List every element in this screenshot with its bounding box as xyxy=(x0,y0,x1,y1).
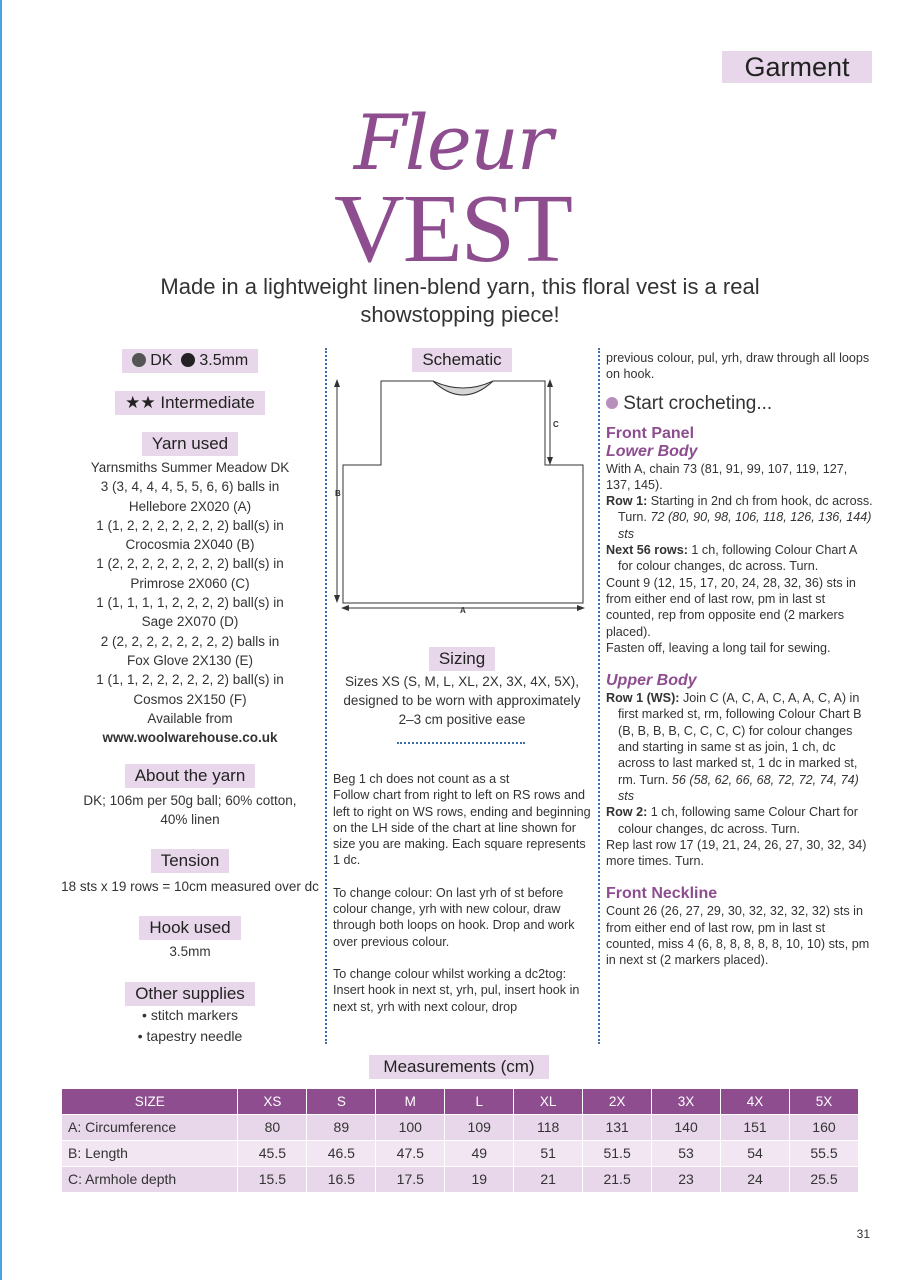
yarn-ball-icon xyxy=(132,353,146,367)
arrow-up-icon xyxy=(547,379,553,387)
yarn-line: 1 (1, 1, 1, 1, 2, 2, 2, 2) ball(s) in xyxy=(96,595,284,611)
other-supplies-heading-row xyxy=(55,982,325,1006)
row1-instruction xyxy=(606,493,874,542)
supplier-link[interactable]: www.woolwarehouse.co.uk xyxy=(102,730,278,746)
upper-row1-count: 56 (58, 62, 66, 68, 72, 72, 74, 74) sts xyxy=(618,772,859,803)
table-row xyxy=(62,1166,859,1192)
row1-label: Row 1: xyxy=(606,494,648,509)
schematic-heading: Schematic xyxy=(412,348,511,372)
sizing-text xyxy=(327,672,597,729)
label-c: C xyxy=(553,420,559,429)
next56-instruction xyxy=(606,542,874,575)
note-paragraph: Follow chart from right to left on RS rows and left to right on WS rows, ending and beginning on the LH side of the chart at line shown for size you are making. Each square represents 1 dc. xyxy=(333,788,591,868)
garment-outline xyxy=(343,381,583,603)
yarn-line: 3 (3, 4, 4, 4, 5, 5, 6, 6) balls in xyxy=(100,479,280,495)
section-tag: Garment xyxy=(722,51,872,83)
upper-row1-label: Row 1 (WS): xyxy=(606,691,680,706)
sizing-divider xyxy=(397,742,525,744)
other-supplies-heading: Other supplies xyxy=(125,982,255,1006)
count-instruction: Count 9 (12, 15, 17, 20, 24, 28, 32, 36) sts in from either end of last row, pm in last st counted, rep from opposite end (2 markers placed). xyxy=(606,575,856,639)
upper-row2-label: Row 2: xyxy=(606,805,648,820)
table-cell: 53 xyxy=(652,1140,721,1166)
sizing-heading-row xyxy=(333,647,591,671)
label-b: B xyxy=(335,489,341,498)
yarn-weight-badge-row xyxy=(55,349,325,373)
hook-size-label: 3.5mm xyxy=(199,352,249,369)
table-row xyxy=(62,1114,859,1140)
sizing-heading: Sizing xyxy=(429,647,495,671)
supply-item: • tapestry needle xyxy=(137,1028,243,1044)
table-cell: 140 xyxy=(652,1114,721,1140)
table-row xyxy=(62,1140,859,1166)
title-fleur: Fleur xyxy=(353,98,552,187)
lower-body-intro: With A, chain 73 (81, 91, 99, 107, 119, 127, 137, 145). xyxy=(606,461,848,492)
yarn-line: Yarnsmiths Summer Meadow DK xyxy=(90,460,290,475)
sizing-line: designed to be worn with approximately xyxy=(343,693,581,708)
yarn-used-list xyxy=(55,458,325,747)
skill-level-label: Intermediate xyxy=(160,393,255,412)
table-cell: 23 xyxy=(652,1166,721,1192)
next56-label: Next 56 rows: xyxy=(606,543,688,558)
yarn-line: Available from xyxy=(147,710,233,726)
start-heading: Start crocheting... xyxy=(623,392,773,414)
tension-text: 18 sts x 19 rows = 10cm measured over dc xyxy=(61,879,319,894)
lower-body-heading: Lower Body xyxy=(606,442,698,460)
yarn-line: 2 (2, 2, 2, 2, 2, 2, 2, 2) balls in xyxy=(100,633,280,649)
skill-badge-row xyxy=(55,391,325,415)
note-paragraph: To change colour whilst working a dc2tog: Insert hook in next st, yrh, pul, insert hook in next st, yrh with next colour, drop xyxy=(333,966,580,1014)
table-cell: 54 xyxy=(721,1140,790,1166)
about-yarn-text xyxy=(55,791,325,830)
label-a: A xyxy=(460,606,466,615)
table-cell: 151 xyxy=(721,1114,790,1140)
arrow-down-icon xyxy=(547,457,553,465)
page-number: 31 xyxy=(856,1227,870,1241)
arrow-right-icon xyxy=(577,605,585,611)
table-cell: 24 xyxy=(721,1166,790,1192)
yarn-line: Sage 2X070 (D) xyxy=(141,614,239,630)
note-paragraph: Beg 1 ch does not count as a st xyxy=(333,772,510,786)
table-header-cell: 2X xyxy=(583,1089,652,1114)
yarn-line: Hellebore 2X020 (A) xyxy=(128,498,252,514)
about-yarn-line: DK; 106m per 50g ball; 60% cotton, xyxy=(83,793,297,808)
upper-row1-text: Join C (A, C, A, C, A, A, C, A) in first marked st, rm, following Colour Chart B (B, B, B, B, C, C, C, C) for colour changes and starting in same st as join, 1 ch, dc across to last marked st, 1 dc in marked st, rm. Turn. xyxy=(618,691,862,787)
yarn-line: Primrose 2X060 (C) xyxy=(130,575,250,591)
table-cell: 51 xyxy=(514,1140,583,1166)
table-header-cell: SIZE xyxy=(62,1089,238,1114)
table-cell: 25.5 xyxy=(789,1166,858,1192)
arrow-left-icon xyxy=(341,605,349,611)
table-header-cell: XL xyxy=(514,1089,583,1114)
arrow-down-icon xyxy=(334,595,340,603)
table-cell: 109 xyxy=(445,1114,514,1140)
table-header-cell: 3X xyxy=(652,1089,721,1114)
table-cell: 49 xyxy=(445,1140,514,1166)
table-header-cell: M xyxy=(376,1089,445,1114)
hook-used-heading-row xyxy=(55,916,325,940)
table-header-cell: 5X xyxy=(789,1089,858,1114)
yarn-used-heading: Yarn used xyxy=(142,432,238,456)
table-header-cell: S xyxy=(307,1089,376,1114)
table-cell: 15.5 xyxy=(238,1166,307,1192)
about-yarn-heading: About the yarn xyxy=(125,764,256,788)
star-icon: ★★ xyxy=(125,393,156,412)
table-cell: 17.5 xyxy=(376,1166,445,1192)
yarn-weight-label: DK xyxy=(150,352,173,369)
table-header-cell: XS xyxy=(238,1089,307,1114)
row1-text: Starting in 2nd ch from hook, dc across. Turn. xyxy=(618,494,873,525)
yarn-line: 1 (1, 2, 2, 2, 2, 2, 2, 2) ball(s) in xyxy=(96,517,284,533)
table-header-row xyxy=(62,1089,859,1114)
table-cell: 100 xyxy=(376,1114,445,1140)
front-panel-heading: Front Panel xyxy=(606,424,695,442)
yarn-used-heading-row xyxy=(55,432,325,456)
about-yarn-heading-row xyxy=(55,764,325,788)
table-cell: C: Armhole depth xyxy=(62,1166,238,1192)
neckline-instruction: Count 26 (26, 27, 29, 30, 32, 32, 32, 32) sts in from either end of last row, pm in last st counted, miss 4 (6, 8, 8, 8, 8, 8, 10, 10) sts, pm in next st (2 markers placed). xyxy=(606,904,870,968)
table-cell: 51.5 xyxy=(583,1140,652,1166)
table-cell: 55.5 xyxy=(789,1140,858,1166)
yarn-line: Fox Glove 2X130 (E) xyxy=(126,652,254,668)
table-header-cell: 4X xyxy=(721,1089,790,1114)
upper-row1-instruction xyxy=(606,690,874,804)
measurements-table xyxy=(62,1089,859,1192)
tension-heading-row xyxy=(55,849,325,873)
row1-count: 72 (80, 90, 98, 106, 118, 126, 136, 144) sts xyxy=(618,510,872,541)
yarn-ball-icon xyxy=(606,397,618,409)
upper-row2-text: 1 ch, following same Colour Chart for colour changes, dc across. Turn. xyxy=(618,805,858,836)
table-cell: 19 xyxy=(445,1166,514,1192)
instructions-column xyxy=(606,350,874,969)
skill-badge xyxy=(115,391,265,415)
tension-heading: Tension xyxy=(151,849,230,873)
column-divider-right xyxy=(598,348,600,1044)
about-yarn-line: 40% linen xyxy=(160,812,220,828)
next56-text: 1 ch, following Colour Chart A for colour changes, dc across. Turn. xyxy=(618,543,857,574)
upper-row2-instruction xyxy=(606,804,874,837)
notes-block xyxy=(333,771,591,1015)
yarn-line: 1 (2, 2, 2, 2, 2, 2, 2, 2) ball(s) in xyxy=(96,556,284,572)
measurements-heading: Measurements (cm) xyxy=(369,1055,549,1079)
table-cell: 46.5 xyxy=(307,1140,376,1166)
hook-used-heading: Hook used xyxy=(139,916,240,940)
table-cell: 89 xyxy=(307,1114,376,1140)
table-cell: 131 xyxy=(583,1114,652,1140)
table-cell: 80 xyxy=(238,1114,307,1140)
other-supplies-list xyxy=(55,1005,325,1047)
table-header-cell: L xyxy=(445,1089,514,1114)
start-heading-row xyxy=(606,392,874,416)
continued-text: previous colour, pul, yrh, draw through all loops on hook. xyxy=(606,351,870,382)
table-cell: A: Circumference xyxy=(62,1114,238,1140)
table-cell: B: Length xyxy=(62,1140,238,1166)
table-cell: 45.5 xyxy=(238,1140,307,1166)
yarn-weight-badge xyxy=(122,349,259,373)
upper-body-heading: Upper Body xyxy=(606,672,697,690)
supply-item: • stitch markers xyxy=(142,1007,238,1023)
arrow-up-icon xyxy=(334,379,340,387)
table-cell: 21.5 xyxy=(583,1166,652,1192)
hook-icon xyxy=(181,353,195,367)
front-neckline-heading: Front Neckline xyxy=(606,885,718,903)
table-cell: 16.5 xyxy=(307,1166,376,1192)
intro-text: Made in a lightweight linen-blend yarn, this floral vest is a real showstopping piece! xyxy=(160,274,760,327)
repeat-instruction: Rep last row 17 (19, 21, 24, 26, 27, 30, 32, 34) more times. Turn. xyxy=(606,837,867,869)
yarn-line: Crocosmia 2X040 (B) xyxy=(125,537,255,553)
note-paragraph: To change colour: On last yrh of st before colour change, yrh with new colour, draw through both loops on hook. Drop and work over previous colour. xyxy=(333,885,575,949)
sizing-line: 2–3 cm positive ease xyxy=(398,712,526,727)
yarn-line: Cosmos 2X150 (F) xyxy=(133,691,247,707)
schematic-diagram xyxy=(333,375,591,625)
table-cell: 21 xyxy=(514,1166,583,1192)
title-vest: VEST xyxy=(334,175,571,283)
table-cell: 160 xyxy=(789,1114,858,1140)
sizing-line: Sizes XS (S, M, L, XL, 2X, 3X, 4X, 5X), xyxy=(344,674,580,689)
hook-used-text: 3.5mm xyxy=(169,944,211,959)
table-cell: 118 xyxy=(514,1114,583,1140)
table-cell: 47.5 xyxy=(376,1140,445,1166)
yarn-line: 1 (1, 1, 2, 2, 2, 2, 2, 2) ball(s) in xyxy=(96,672,284,688)
fasten-instruction: Fasten off, leaving a long tail for sewing. xyxy=(606,640,831,655)
schematic-heading-row xyxy=(333,348,591,372)
